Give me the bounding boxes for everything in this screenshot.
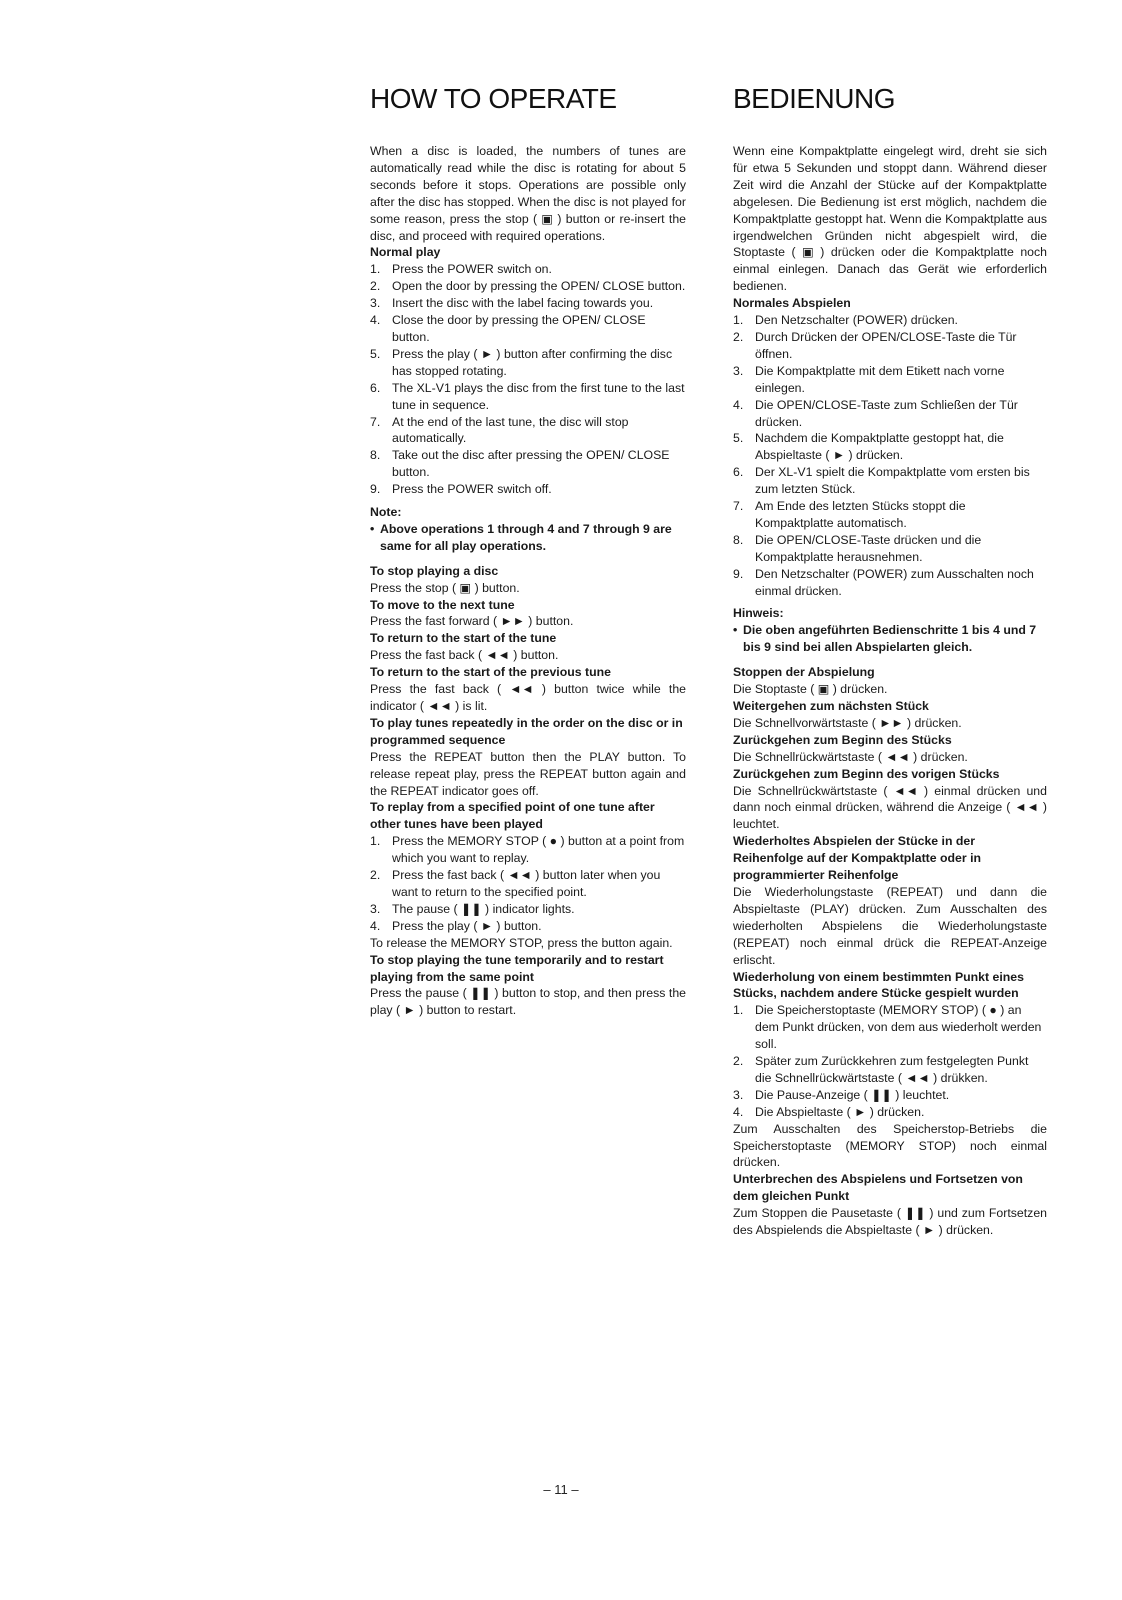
list-item: 4. Die OPEN/CLOSE-Taste zum Schließen der Tür drücken. [733,397,1018,429]
list-item: 1. Press the POWER switch on. [370,262,552,277]
list-item: 4. Die Abspieltaste ( ► ) drücken. [733,1104,925,1119]
normal-play-steps [370,261,686,498]
replay-heading: Wiederholung von einem bestimmten Punkt eines Stücks, nachdem andere Stücke gespielt wurden [733,969,1024,1001]
list-item: 2. Press the fast back ( ◄◄ ) button later when you want to return to the specified point. [370,868,661,899]
pause-text: Zum Stoppen die Pausetaste ( ❚❚ ) und zum Fortsetzen des Abspielends die Abspieltaste ( ► ) drücken. [733,1206,1047,1238]
list-item: 1. Die Speicherstoptaste (MEMORY STOP) ( ● ) an dem Punkt drücken, von dem aus wiederholt werden soll. [733,1003,1042,1052]
next-text: Die Schnellvorwärtstaste ( ►► ) drücken. [733,715,962,730]
return-heading: To return to the start of the tune [370,631,557,646]
list-item: 4. Press the play ( ► ) button. [370,918,542,933]
bullet-icon: • [733,623,738,638]
list-item: 7. Am Ende des letzten Stücks stoppt die Kompaktplatte automatisch. [733,499,966,530]
list-item: 2. Durch Drücken der OPEN/CLOSE-Taste die Tür öffnen. [733,329,1017,361]
previous-text: Press the fast back ( ◄◄ ) button twice while the indicator ( ◄◄ ) is lit. [370,682,686,713]
note-label: Hinweis: [733,606,784,621]
note: • Die oben angeführten Bedienschritte 1 bis 4 und 7 bis 9 sind bei allen Abspielarten gleich. [733,623,1037,655]
list-item: 9. Den Netzschalter (POWER) zum Ausschalten noch einmal drücken. [733,566,1034,598]
pause-heading: Unterbrechen des Abspielens und Fortsetzen von dem gleichen Punkt [733,1172,1023,1204]
german-column [733,82,1047,1239]
english-title: HOW TO OPERATE [370,83,617,114]
previous-heading: Zurückgehen zum Beginn des vorigen Stücks [733,766,1000,781]
replay-release-text: Zum Ausschalten des Speicherstop-Betriebs die Speicherstoptaste (MEMORY STOP) noch einmal drücken. [733,1121,1047,1170]
stop-heading: To stop playing a disc [370,563,499,578]
list-item: 6. Der XL-V1 spielt die Kompaktplatte vom ersten bis zum letzten Stück. [733,465,1030,497]
note-label: Note: [370,505,402,520]
list-item: 3. Die Pause-Anzeige ( ❚❚ ) leuchtet. [733,1087,950,1102]
list-item: 2. Später zum Zurückkehren zum festgelegten Punkt die Schnellrückwärtstaste ( ◄◄ ) drükken. [733,1054,1029,1085]
page-number: – 11 – [543,1482,579,1497]
english-intro: When a disc is loaded, the numbers of tunes are automatically read while the disc is rotating for about 5 seconds before it stops. Operations are possible only after the disc has stopped. When the disc is not played for some reason, press the stop ( ▣ ) button or re-insert the disc, and proceed with required operations. [370,144,686,243]
list-item: 5. Press the play ( ► ) button after confirming the disc has stopped rotating. [370,346,673,378]
replay-release-text: To release the MEMORY STOP, press the button again. [370,935,673,950]
list-item: 7. At the end of the last tune, the disc will stop automatically. [370,414,629,446]
list-item: 2. Open the door by pressing the OPEN/ CLOSE button. [370,279,686,294]
previous-text: Die Schnellrückwärtstaste ( ◄◄ ) einmal drücken und dann noch einmal drücken, während die Anzeige ( ◄◄ ) leuchtet. [733,783,1047,832]
list-item: 6. The XL-V1 plays the disc from the first tune to the last tune in sequence. [370,380,685,412]
stop-text: Press the stop ( ▣ ) button. [370,580,520,595]
return-heading: Zurückgehen zum Beginn des Stücks [733,732,952,747]
previous-heading: To return to the start of the previous tune [370,665,611,680]
list-item: 3. Die Kompaktplatte mit dem Etikett nach vorne einlegen. [733,363,1005,395]
list-item: 1. Den Netzschalter (POWER) drücken. [733,313,958,328]
german-intro: Wenn eine Kompaktplatte eingelegt wird, dreht sie sich für etwa 5 Sekunden und stoppt dann. Während dieser Zeit wird die Anzahl der Stücke auf der Kompaktplatte abgelesen. Die Bedienung ist erst möglich, nachdem die Kompaktplatte gestoppt hat. Wenn die Kompaktplatte aus irgendwelchen Gründen nicht abgespielt wird, die Stoptaste ( ▣ ) drücken oder die Kompaktplatte noch einmal einlegen. Danach das Gerät wie erforderlich bedienen. [733,144,1047,294]
stop-heading: Stoppen der Abspielung [733,665,875,680]
pause-text: Press the pause ( ❚❚ ) button to stop, and then press the play ( ► ) button to restart. [370,986,686,1018]
list-item: 8. Take out the disc after pressing the OPEN/ CLOSE button. [370,448,670,480]
list-item: 5. Nachdem die Kompaktplatte gestoppt hat, die Abspieltaste ( ► ) drücken. [733,431,1004,463]
return-text: Press the fast back ( ◄◄ ) button. [370,648,559,663]
english-column [370,82,686,1019]
german-title: BEDIENUNG [733,83,895,114]
replay-steps [733,1002,1047,1120]
return-text: Die Schnellrückwärtstaste ( ◄◄ ) drücken. [733,749,968,764]
list-item: 1. Press the MEMORY STOP ( ● ) button at a point from which you want to replay. [370,834,685,866]
normal-play-steps [733,312,1047,599]
pause-heading: To stop playing the tune temporarily and to restart playing from the same point [370,952,664,984]
repeat-heading: To play tunes repeatedly in the order on the disc or in programmed sequence [370,715,683,747]
next-heading: Weitergehen zum nächsten Stück [733,699,929,713]
repeat-text: Press the REPEAT button then the PLAY button. To release repeat play, press the REPEAT button again and the REPEAT indicator goes off. [370,749,686,798]
repeat-text: Die Wiederholungstaste (REPEAT) und dann die Abspieltaste (PLAY) drücken. Zum Ausschalten des wiederholten Abspielens die Wiederholungstaste (REPEAT) noch einmal drück die REPEAT-Anzeige erlischt. [733,884,1047,967]
list-item: 3. The pause ( ❚❚ ) indicator lights. [370,901,575,916]
list-item: 4. Close the door by pressing the OPEN/ CLOSE button. [370,313,646,344]
next-heading: To move to the next tune [370,597,515,612]
list-item: 8. Die OPEN/CLOSE-Taste drücken und die Kompaktplatte herausnehmen. [733,532,982,564]
bullet-icon: • [370,521,375,536]
list-item: 3. Insert the disc with the label facing towards you. [370,296,654,311]
next-text: Press the fast forward ( ►► ) button. [370,614,574,629]
normal-play-heading: Normales Abspielen [733,296,851,311]
repeat-heading: Wiederholtes Abspielen der Stücke in der Reihenfolge auf der Kompaktplatte oder in programmierter Reihenfolge [733,834,982,883]
replay-heading: To replay from a specified point of one tune after other tunes have been played [370,800,655,832]
replay-steps [370,833,686,934]
stop-text: Die Stoptaste ( ▣ ) drücken. [733,682,888,697]
list-item: 9. Press the POWER switch off. [370,482,552,497]
note: • Above operations 1 through 4 and 7 through 9 are same for all play operations. [370,521,672,553]
normal-play-heading: Normal play [370,245,441,260]
